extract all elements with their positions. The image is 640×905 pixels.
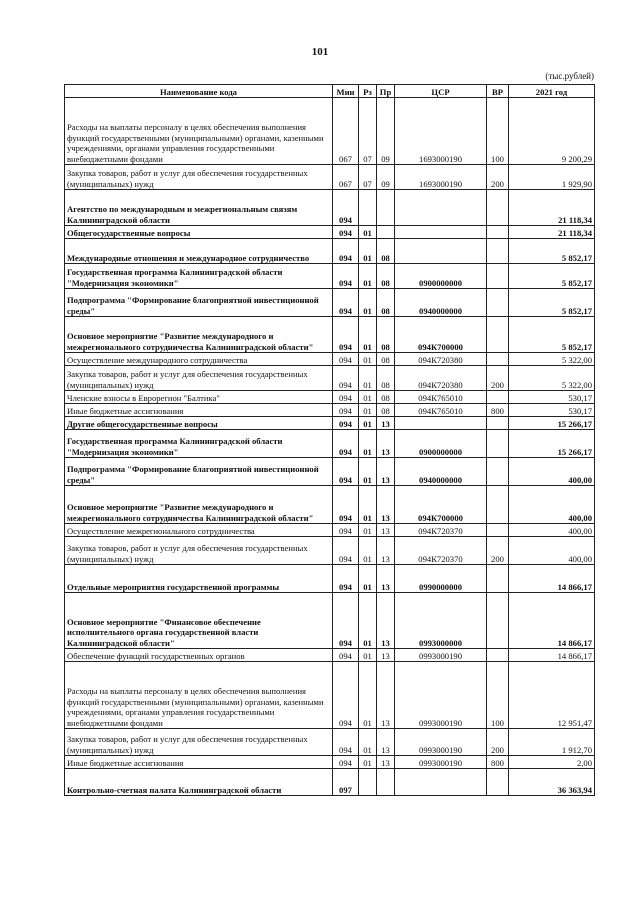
cell-vr — [487, 239, 509, 264]
table-row — [65, 417, 595, 430]
cell-rz: 01 — [359, 417, 377, 430]
table-row — [65, 404, 595, 417]
cell-name: Подпрограмма "Формирование благоприятной инвестиционной среды" — [65, 458, 333, 486]
cell-csr: 094К700000 — [395, 317, 487, 353]
cell-vr — [487, 353, 509, 366]
header-row — [65, 85, 595, 98]
cell-amount: 400,00 — [509, 458, 595, 486]
cell-amount: 530,17 — [509, 404, 595, 417]
table-row — [65, 649, 595, 662]
cell-name: Членские взносы в Еврорегион "Балтика" — [65, 391, 333, 404]
table-row — [65, 537, 595, 565]
table-row — [65, 565, 595, 593]
cell-pr: 09 — [377, 165, 395, 190]
cell-pr: 13 — [377, 565, 395, 593]
cell-pr: 13 — [377, 729, 395, 756]
page-number: 101 — [311, 46, 329, 58]
cell-rz: 07 — [359, 165, 377, 190]
col-header-rz: Рз — [359, 85, 377, 98]
cell-min: 094 — [333, 756, 359, 769]
cell-rz: 01 — [359, 317, 377, 353]
cell-pr: 08 — [377, 264, 395, 289]
cell-amount: 5 322,00 — [509, 366, 595, 391]
cell-pr: 13 — [377, 524, 395, 537]
cell-name: Расходы на выплаты персоналу в целях обеспечения выполнения функций государственными (муниципальными) органами, казенными учреждениями, органами управления государственными внебюджетными фондами — [65, 98, 333, 165]
table-body — [65, 98, 595, 796]
cell-csr: 094К765010 — [395, 404, 487, 417]
cell-pr: 08 — [377, 366, 395, 391]
cell-rz — [359, 769, 377, 796]
cell-name: Государственная программа Калининградской области "Модернизация экономики" — [65, 430, 333, 458]
cell-name: Осуществление международного сотрудничества — [65, 353, 333, 366]
table-row — [65, 458, 595, 486]
cell-rz — [359, 190, 377, 226]
cell-rz: 01 — [359, 458, 377, 486]
table-row — [65, 264, 595, 289]
cell-vr — [487, 565, 509, 593]
cell-vr — [487, 226, 509, 239]
cell-amount: 21 118,34 — [509, 226, 595, 239]
cell-min: 094 — [333, 458, 359, 486]
cell-csr: 0900000000 — [395, 430, 487, 458]
cell-vr — [487, 264, 509, 289]
cell-name: Агентство по международным и межрегиональным связям Калининградской области — [65, 190, 333, 226]
cell-vr — [487, 486, 509, 524]
cell-pr: 13 — [377, 458, 395, 486]
cell-name: Расходы на выплаты персоналу в целях обеспечения выполнения функций государственными (муниципальными) органами, казенными учреждениями, органами управления государственными внебюджетными фондами — [65, 662, 333, 729]
cell-amount: 21 118,34 — [509, 190, 595, 226]
cell-amount: 9 200,29 — [509, 98, 595, 165]
cell-amount: 400,00 — [509, 537, 595, 565]
table-row — [65, 769, 595, 796]
cell-rz: 01 — [359, 537, 377, 565]
cell-name: Основное мероприятие "Финансовое обеспечение исполнительного органа государственной власти Калининградской области" — [65, 593, 333, 649]
table-row — [65, 486, 595, 524]
cell-rz: 01 — [359, 756, 377, 769]
cell-name: Контрольно-счетная палата Калининградской области — [65, 769, 333, 796]
cell-pr: 08 — [377, 317, 395, 353]
cell-amount: 5 322,00 — [509, 353, 595, 366]
cell-pr: 13 — [377, 537, 395, 565]
cell-amount: 15 266,17 — [509, 430, 595, 458]
cell-amount: 1 912,70 — [509, 729, 595, 756]
table-row — [65, 662, 595, 729]
col-header-pr: Пр — [377, 85, 395, 98]
cell-pr: 08 — [377, 391, 395, 404]
cell-pr: 13 — [377, 662, 395, 729]
table-row — [65, 524, 595, 537]
cell-vr: 200 — [487, 165, 509, 190]
cell-pr: 08 — [377, 404, 395, 417]
cell-csr: 094К765010 — [395, 391, 487, 404]
table-row — [65, 239, 595, 264]
cell-min: 094 — [333, 239, 359, 264]
cell-rz: 01 — [359, 404, 377, 417]
cell-min: 094 — [333, 537, 359, 565]
cell-amount: 400,00 — [509, 486, 595, 524]
cell-vr — [487, 649, 509, 662]
cell-pr — [377, 226, 395, 239]
table-row — [65, 353, 595, 366]
cell-rz: 01 — [359, 593, 377, 649]
cell-min: 067 — [333, 98, 359, 165]
cell-rz: 01 — [359, 226, 377, 239]
cell-vr: 800 — [487, 756, 509, 769]
cell-min: 067 — [333, 165, 359, 190]
cell-csr: 094К720370 — [395, 524, 487, 537]
cell-min: 094 — [333, 649, 359, 662]
cell-amount: 1 929,90 — [509, 165, 595, 190]
cell-vr: 200 — [487, 366, 509, 391]
cell-vr — [487, 289, 509, 317]
table-row — [65, 289, 595, 317]
table-row — [65, 226, 595, 239]
cell-csr: 0993000000 — [395, 593, 487, 649]
cell-min: 094 — [333, 366, 359, 391]
cell-amount: 5 852,17 — [509, 289, 595, 317]
cell-min: 094 — [333, 662, 359, 729]
cell-csr: 0993000190 — [395, 649, 487, 662]
cell-csr: 094К700000 — [395, 486, 487, 524]
cell-pr: 13 — [377, 756, 395, 769]
cell-csr: 1693000190 — [395, 165, 487, 190]
table-row — [65, 729, 595, 756]
cell-name: Закупка товаров, работ и услуг для обеспечения государственных (муниципальных) нужд — [65, 537, 333, 565]
cell-csr: 0990000000 — [395, 565, 487, 593]
cell-name: Международные отношения и международное сотрудничество — [65, 239, 333, 264]
cell-vr — [487, 417, 509, 430]
cell-name: Осуществление межрегионального сотрудничества — [65, 524, 333, 537]
table-row — [65, 165, 595, 190]
cell-csr — [395, 190, 487, 226]
cell-vr: 200 — [487, 729, 509, 756]
cell-pr: 08 — [377, 353, 395, 366]
cell-pr: 13 — [377, 486, 395, 524]
cell-pr: 09 — [377, 98, 395, 165]
cell-amount: 14 866,17 — [509, 649, 595, 662]
cell-pr — [377, 190, 395, 226]
cell-rz: 01 — [359, 524, 377, 537]
cell-rz: 01 — [359, 649, 377, 662]
cell-min: 094 — [333, 264, 359, 289]
cell-vr — [487, 317, 509, 353]
cell-vr: 100 — [487, 662, 509, 729]
cell-min: 094 — [333, 353, 359, 366]
cell-min: 094 — [333, 226, 359, 239]
cell-name: Отдельные мероприятия государственной программы — [65, 565, 333, 593]
cell-vr — [487, 190, 509, 226]
cell-csr: 0900000000 — [395, 264, 487, 289]
cell-rz: 01 — [359, 565, 377, 593]
cell-pr — [377, 769, 395, 796]
cell-csr: 0940000000 — [395, 458, 487, 486]
cell-pr: 13 — [377, 430, 395, 458]
cell-csr: 0993000190 — [395, 729, 487, 756]
cell-min: 094 — [333, 404, 359, 417]
cell-csr — [395, 226, 487, 239]
table-row — [65, 756, 595, 769]
cell-min: 094 — [333, 486, 359, 524]
cell-csr: 094К720380 — [395, 353, 487, 366]
table-row — [65, 366, 595, 391]
cell-vr — [487, 391, 509, 404]
table-row — [65, 391, 595, 404]
cell-name: Закупка товаров, работ и услуг для обеспечения государственных (муниципальных) нужд — [65, 366, 333, 391]
cell-name: Закупка товаров, работ и услуг для обеспечения государственных (муниципальных) нужд — [65, 729, 333, 756]
cell-name: Иные бюджетные ассигнования — [65, 756, 333, 769]
cell-rz: 01 — [359, 662, 377, 729]
cell-min: 094 — [333, 524, 359, 537]
cell-name: Основное мероприятие "Развитие международного и межрегионального сотрудничества Калининградской области" — [65, 486, 333, 524]
cell-min: 094 — [333, 593, 359, 649]
cell-name: Основное мероприятие "Развитие международного и межрегионального сотрудничества Калининградской области" — [65, 317, 333, 353]
col-header-min: Мин — [333, 85, 359, 98]
cell-csr: 0993000190 — [395, 756, 487, 769]
cell-pr: 08 — [377, 289, 395, 317]
cell-pr: 13 — [377, 593, 395, 649]
cell-rz: 07 — [359, 98, 377, 165]
cell-csr: 094К720370 — [395, 537, 487, 565]
cell-csr: 1693000190 — [395, 98, 487, 165]
cell-amount: 15 266,17 — [509, 417, 595, 430]
cell-vr — [487, 769, 509, 796]
cell-min: 094 — [333, 190, 359, 226]
cell-amount: 5 852,17 — [509, 317, 595, 353]
cell-vr: 200 — [487, 537, 509, 565]
cell-amount: 5 852,17 — [509, 264, 595, 289]
cell-pr: 13 — [377, 649, 395, 662]
cell-min: 094 — [333, 417, 359, 430]
table-row — [65, 317, 595, 353]
cell-name: Другие общегосударственные вопросы — [65, 417, 333, 430]
cell-rz: 01 — [359, 239, 377, 264]
cell-rz: 01 — [359, 353, 377, 366]
cell-csr — [395, 769, 487, 796]
table-row — [65, 190, 595, 226]
cell-vr — [487, 524, 509, 537]
cell-name: Государственная программа Калининградской области "Модернизация экономики" — [65, 264, 333, 289]
cell-min: 094 — [333, 317, 359, 353]
col-header-csr: ЦСР — [395, 85, 487, 98]
budget-table — [64, 84, 595, 796]
cell-min: 094 — [333, 729, 359, 756]
cell-amount: 14 866,17 — [509, 565, 595, 593]
cell-min: 097 — [333, 769, 359, 796]
col-header-name: Наименование кода — [65, 85, 333, 98]
cell-min: 094 — [333, 391, 359, 404]
cell-name: Иные бюджетные ассигнования — [65, 404, 333, 417]
cell-vr — [487, 458, 509, 486]
cell-min: 094 — [333, 289, 359, 317]
cell-amount: 2,00 — [509, 756, 595, 769]
table-row — [65, 98, 595, 165]
cell-rz: 01 — [359, 486, 377, 524]
cell-name: Общегосударственные вопросы — [65, 226, 333, 239]
cell-rz: 01 — [359, 366, 377, 391]
cell-csr — [395, 239, 487, 264]
cell-name: Обеспечение функций государственных органов — [65, 649, 333, 662]
cell-pr: 08 — [377, 239, 395, 264]
cell-rz: 01 — [359, 391, 377, 404]
cell-vr — [487, 593, 509, 649]
cell-rz: 01 — [359, 264, 377, 289]
cell-rz: 01 — [359, 289, 377, 317]
cell-amount: 5 852,17 — [509, 239, 595, 264]
cell-rz: 01 — [359, 430, 377, 458]
cell-vr: 100 — [487, 98, 509, 165]
cell-rz: 01 — [359, 729, 377, 756]
cell-csr — [395, 417, 487, 430]
units-label: (тыс.рублей) — [545, 71, 594, 81]
cell-csr: 0940000000 — [395, 289, 487, 317]
cell-amount: 14 866,17 — [509, 593, 595, 649]
cell-csr: 094К720380 — [395, 366, 487, 391]
cell-min: 094 — [333, 565, 359, 593]
cell-amount: 400,00 — [509, 524, 595, 537]
cell-name: Подпрограмма "Формирование благоприятной инвестиционной среды" — [65, 289, 333, 317]
col-header-year: 2021 год — [509, 85, 595, 98]
cell-name: Закупка товаров, работ и услуг для обеспечения государственных (муниципальных) нужд — [65, 165, 333, 190]
cell-amount: 36 363,94 — [509, 769, 595, 796]
cell-amount: 12 951,47 — [509, 662, 595, 729]
cell-amount: 530,17 — [509, 391, 595, 404]
cell-vr — [487, 430, 509, 458]
table-row — [65, 430, 595, 458]
col-header-vr: ВР — [487, 85, 509, 98]
cell-min: 094 — [333, 430, 359, 458]
cell-pr: 13 — [377, 417, 395, 430]
cell-vr: 800 — [487, 404, 509, 417]
table-row — [65, 593, 595, 649]
cell-csr: 0993000190 — [395, 662, 487, 729]
